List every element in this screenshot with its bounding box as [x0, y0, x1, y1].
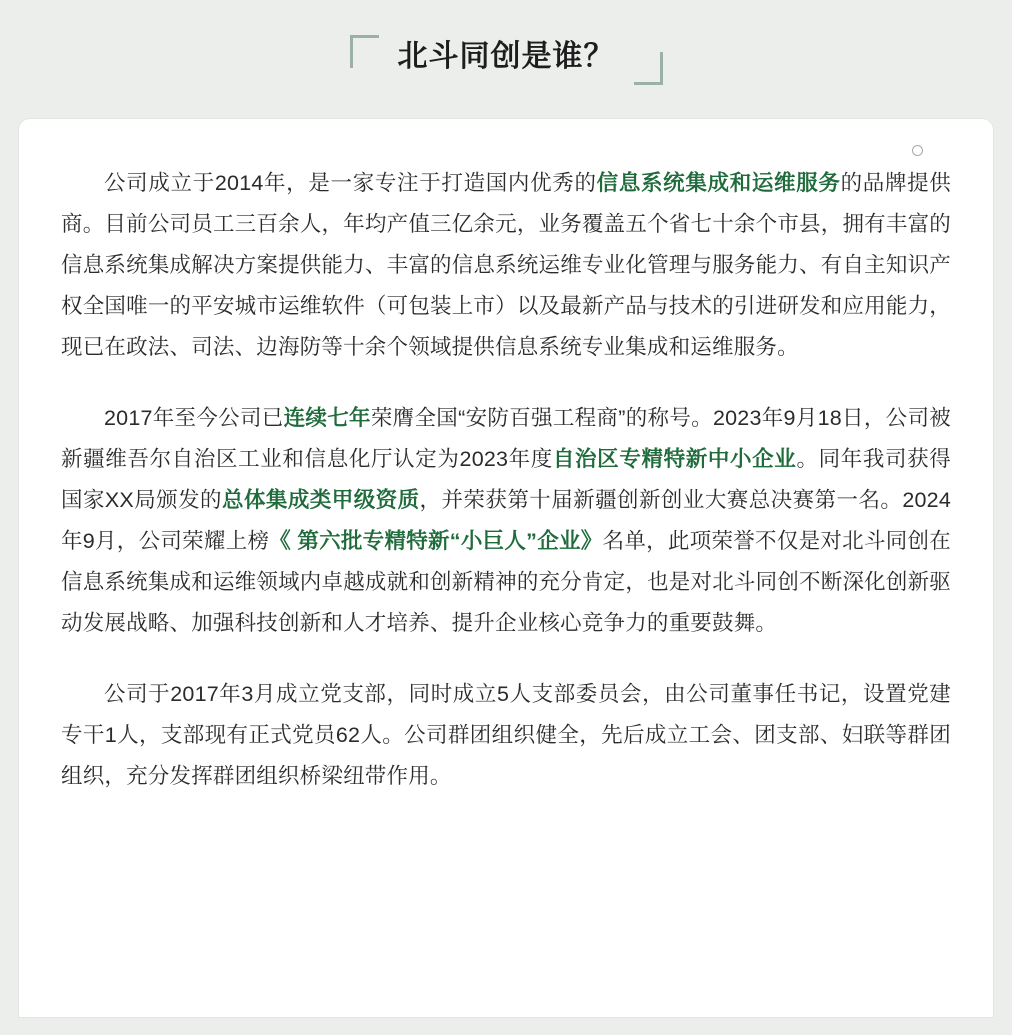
bracket-right-icon [634, 52, 663, 85]
body-text: ，并荣获第十届新疆创新创业大赛总决赛第一名。2024年9月，公司荣耀上榜 [61, 488, 951, 553]
page-title: 北斗同创是谁？ [397, 40, 615, 73]
body-text: 名单，此项荣誉不仅是对北斗同创在信息系统集成和运维领域内卓越成就和创新精神的充分肯定，也是对北斗同创不断深化创新驱动发展战略、加强科技创新和人才培养、提升企业核心竞争力的重要鼓舞。 [61, 529, 951, 635]
paragraph [61, 674, 951, 797]
body-text: 荣膺全国“安防百强工程商”的称号。2023年9月18日，公司被新疆维吾尔自治区工业和信息化厅认定为2023年度 [61, 406, 951, 471]
highlighted-text: 信息系统集成和运维服务 [596, 171, 841, 195]
card-header-row [61, 137, 951, 163]
highlighted-text: 自治区专精特新中小企业 [552, 447, 797, 471]
paragraph [61, 398, 951, 644]
highlighted-text: 总体集成类甲级资质 [222, 488, 420, 512]
body-text: 2017年至今公司已 [104, 406, 284, 430]
highlighted-text: 连续七年 [283, 406, 371, 430]
bracket-left-icon [350, 35, 379, 68]
paragraph [61, 163, 951, 368]
article-body [61, 163, 951, 797]
body-text: 公司于2017年3月成立党支部，同时成立5人支部委员会，由公司董事任书记，设置党建专干1人，支部现有正式党员62人。公司群团组织健全，先后成立工会、团支部、妇联等群团组织，充分发挥群团组织桥梁纽带作用。 [61, 682, 951, 788]
body-text: 的品牌提供商。目前公司员工三百余人，年均产值三亿余元，业务覆盖五个省七十余个市县，拥有丰富的信息系统集成解决方案提供能力、丰富的信息系统运维专业化管理与服务能力、有自主知识产权全国唯一的平安城市运维软件（可包装上市）以及最新产品与技术的引进研发和应用能力，现已在政法、司法、边海防等十余个领域提供信息系统专业集成和运维服务。 [61, 171, 951, 359]
body-text: 。同年我司获得国家XX局颁发的 [61, 447, 951, 512]
title-decorated [344, 33, 669, 85]
body-text: 公司成立于2014年，是一家专注于打造国内优秀的 [104, 171, 597, 195]
page-title-area [0, 0, 1012, 118]
content-card [18, 118, 994, 1018]
circle-icon [912, 145, 923, 156]
highlighted-text: 《 第六批专精特新“小巨人”企业》 [269, 529, 603, 553]
